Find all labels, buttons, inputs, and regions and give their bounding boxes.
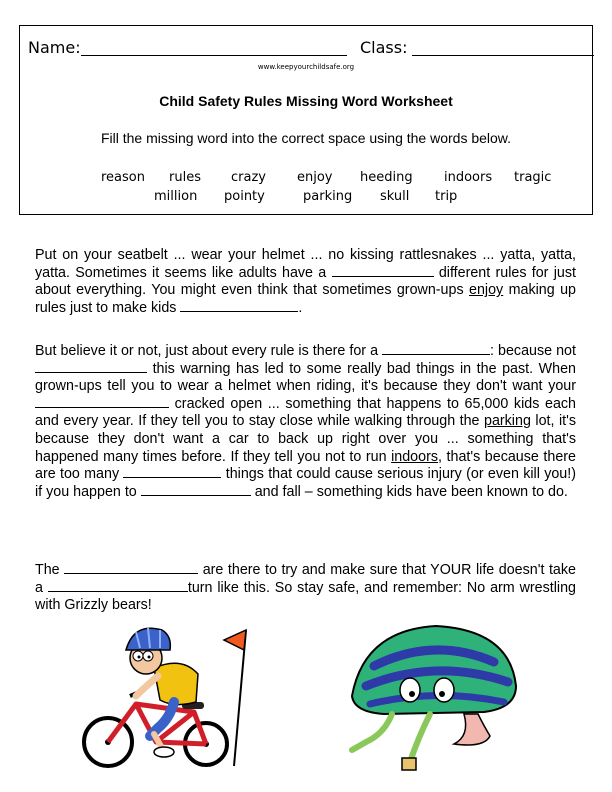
word-bank-row-1	[20, 170, 592, 188]
passage-text: turn like this. So stay safe, and remember: No arm wrestling with Grizzly bears!	[35, 579, 576, 614]
filled-word: indoors	[391, 448, 438, 465]
word-bank-item: parking	[303, 189, 353, 204]
blank-5[interactable]	[35, 396, 169, 408]
passage-text: The	[35, 562, 60, 578]
blank-6[interactable]	[123, 466, 221, 478]
worksheet-header	[19, 25, 593, 215]
word-bank-item: tragic	[514, 170, 552, 185]
passage-text: cracked open ... something that happens to 65,000 kids each and every year. If they tell you to stay close while walking through the	[35, 395, 576, 430]
name-class-row	[28, 38, 583, 62]
helmet-foot	[454, 714, 490, 745]
passage-text: Put on your seatbelt ... wear your helmet ... no kissing rattlesnakes ... yatta, yatta, yatta. Sometimes it seems like adults have a	[35, 247, 576, 281]
filled-word: parking	[484, 413, 531, 430]
blank-3[interactable]	[382, 343, 490, 355]
word-bank-item: trip	[435, 189, 458, 204]
site-url: www.keepyourchildsafe.org	[257, 63, 355, 71]
flag	[224, 630, 246, 650]
helmet-strap-right	[410, 714, 430, 762]
word-bank-row-2	[20, 189, 592, 207]
helmet-character-illustration	[344, 616, 522, 776]
word-bank-item: skull	[380, 189, 410, 204]
word-bank-item: rules	[169, 170, 201, 185]
passage-text: this warning has led to some really bad things in the past. When grown-ups tell you to wear a helmet when riding, it's because they don't want your	[35, 360, 576, 395]
word-bank-item: crazy	[231, 170, 266, 185]
passage-text: .	[298, 299, 303, 316]
passage-text: : because not	[490, 343, 576, 359]
blank-4[interactable]	[35, 361, 147, 373]
paragraph-1	[35, 247, 576, 317]
blank-1[interactable]	[332, 265, 434, 277]
kid-on-bike-illustration	[74, 616, 274, 776]
blank-8[interactable]	[64, 562, 198, 574]
passage-text: lot, it's because they don't want a car to back up right over you ... something that's happened many times before. If they tell you not to run	[35, 413, 576, 465]
name-field[interactable]	[81, 55, 347, 56]
word-bank-item: heeding	[360, 170, 413, 185]
name-label: Name:	[28, 38, 81, 57]
paragraph-3	[35, 562, 576, 615]
word-bank-item: million	[154, 189, 198, 204]
passage-text: But believe it or not, just about every rule is there for a	[35, 343, 379, 359]
passage-text: , that's because there are too many	[35, 448, 576, 483]
passage-text: different rules for just about everything. You might even think that sometimes grown-ups	[35, 264, 576, 299]
word-bank-item: reason	[101, 170, 145, 185]
passage-text: and fall – something kids have been known to do.	[254, 483, 568, 500]
helmet-strap-left	[352, 714, 392, 750]
paragraph-2	[35, 343, 576, 501]
filled-word: enjoy	[469, 282, 504, 299]
passage-text: making up rules just to make kids	[35, 282, 576, 316]
word-bank-item: enjoy	[297, 170, 333, 185]
passage-text: are there to try and make sure that YOUR life doesn't take a	[35, 562, 576, 596]
passage-text: things that could cause serious injury (or even kill you!) if you happen to	[35, 466, 576, 500]
blank-2[interactable]	[180, 300, 298, 312]
class-label: Class:	[360, 38, 408, 57]
blank-7[interactable]	[141, 484, 251, 496]
word-bank-item: pointy	[224, 189, 265, 204]
blank-9[interactable]	[48, 580, 188, 592]
worksheet-instructions: Fill the missing word into the correct space using the words below.	[100, 130, 512, 146]
worksheet-title: Child Safety Rules Missing Word Worksheet	[159, 93, 453, 109]
word-bank-item: indoors	[444, 170, 493, 185]
helmet-buckle	[402, 758, 416, 770]
class-field[interactable]	[412, 55, 594, 56]
